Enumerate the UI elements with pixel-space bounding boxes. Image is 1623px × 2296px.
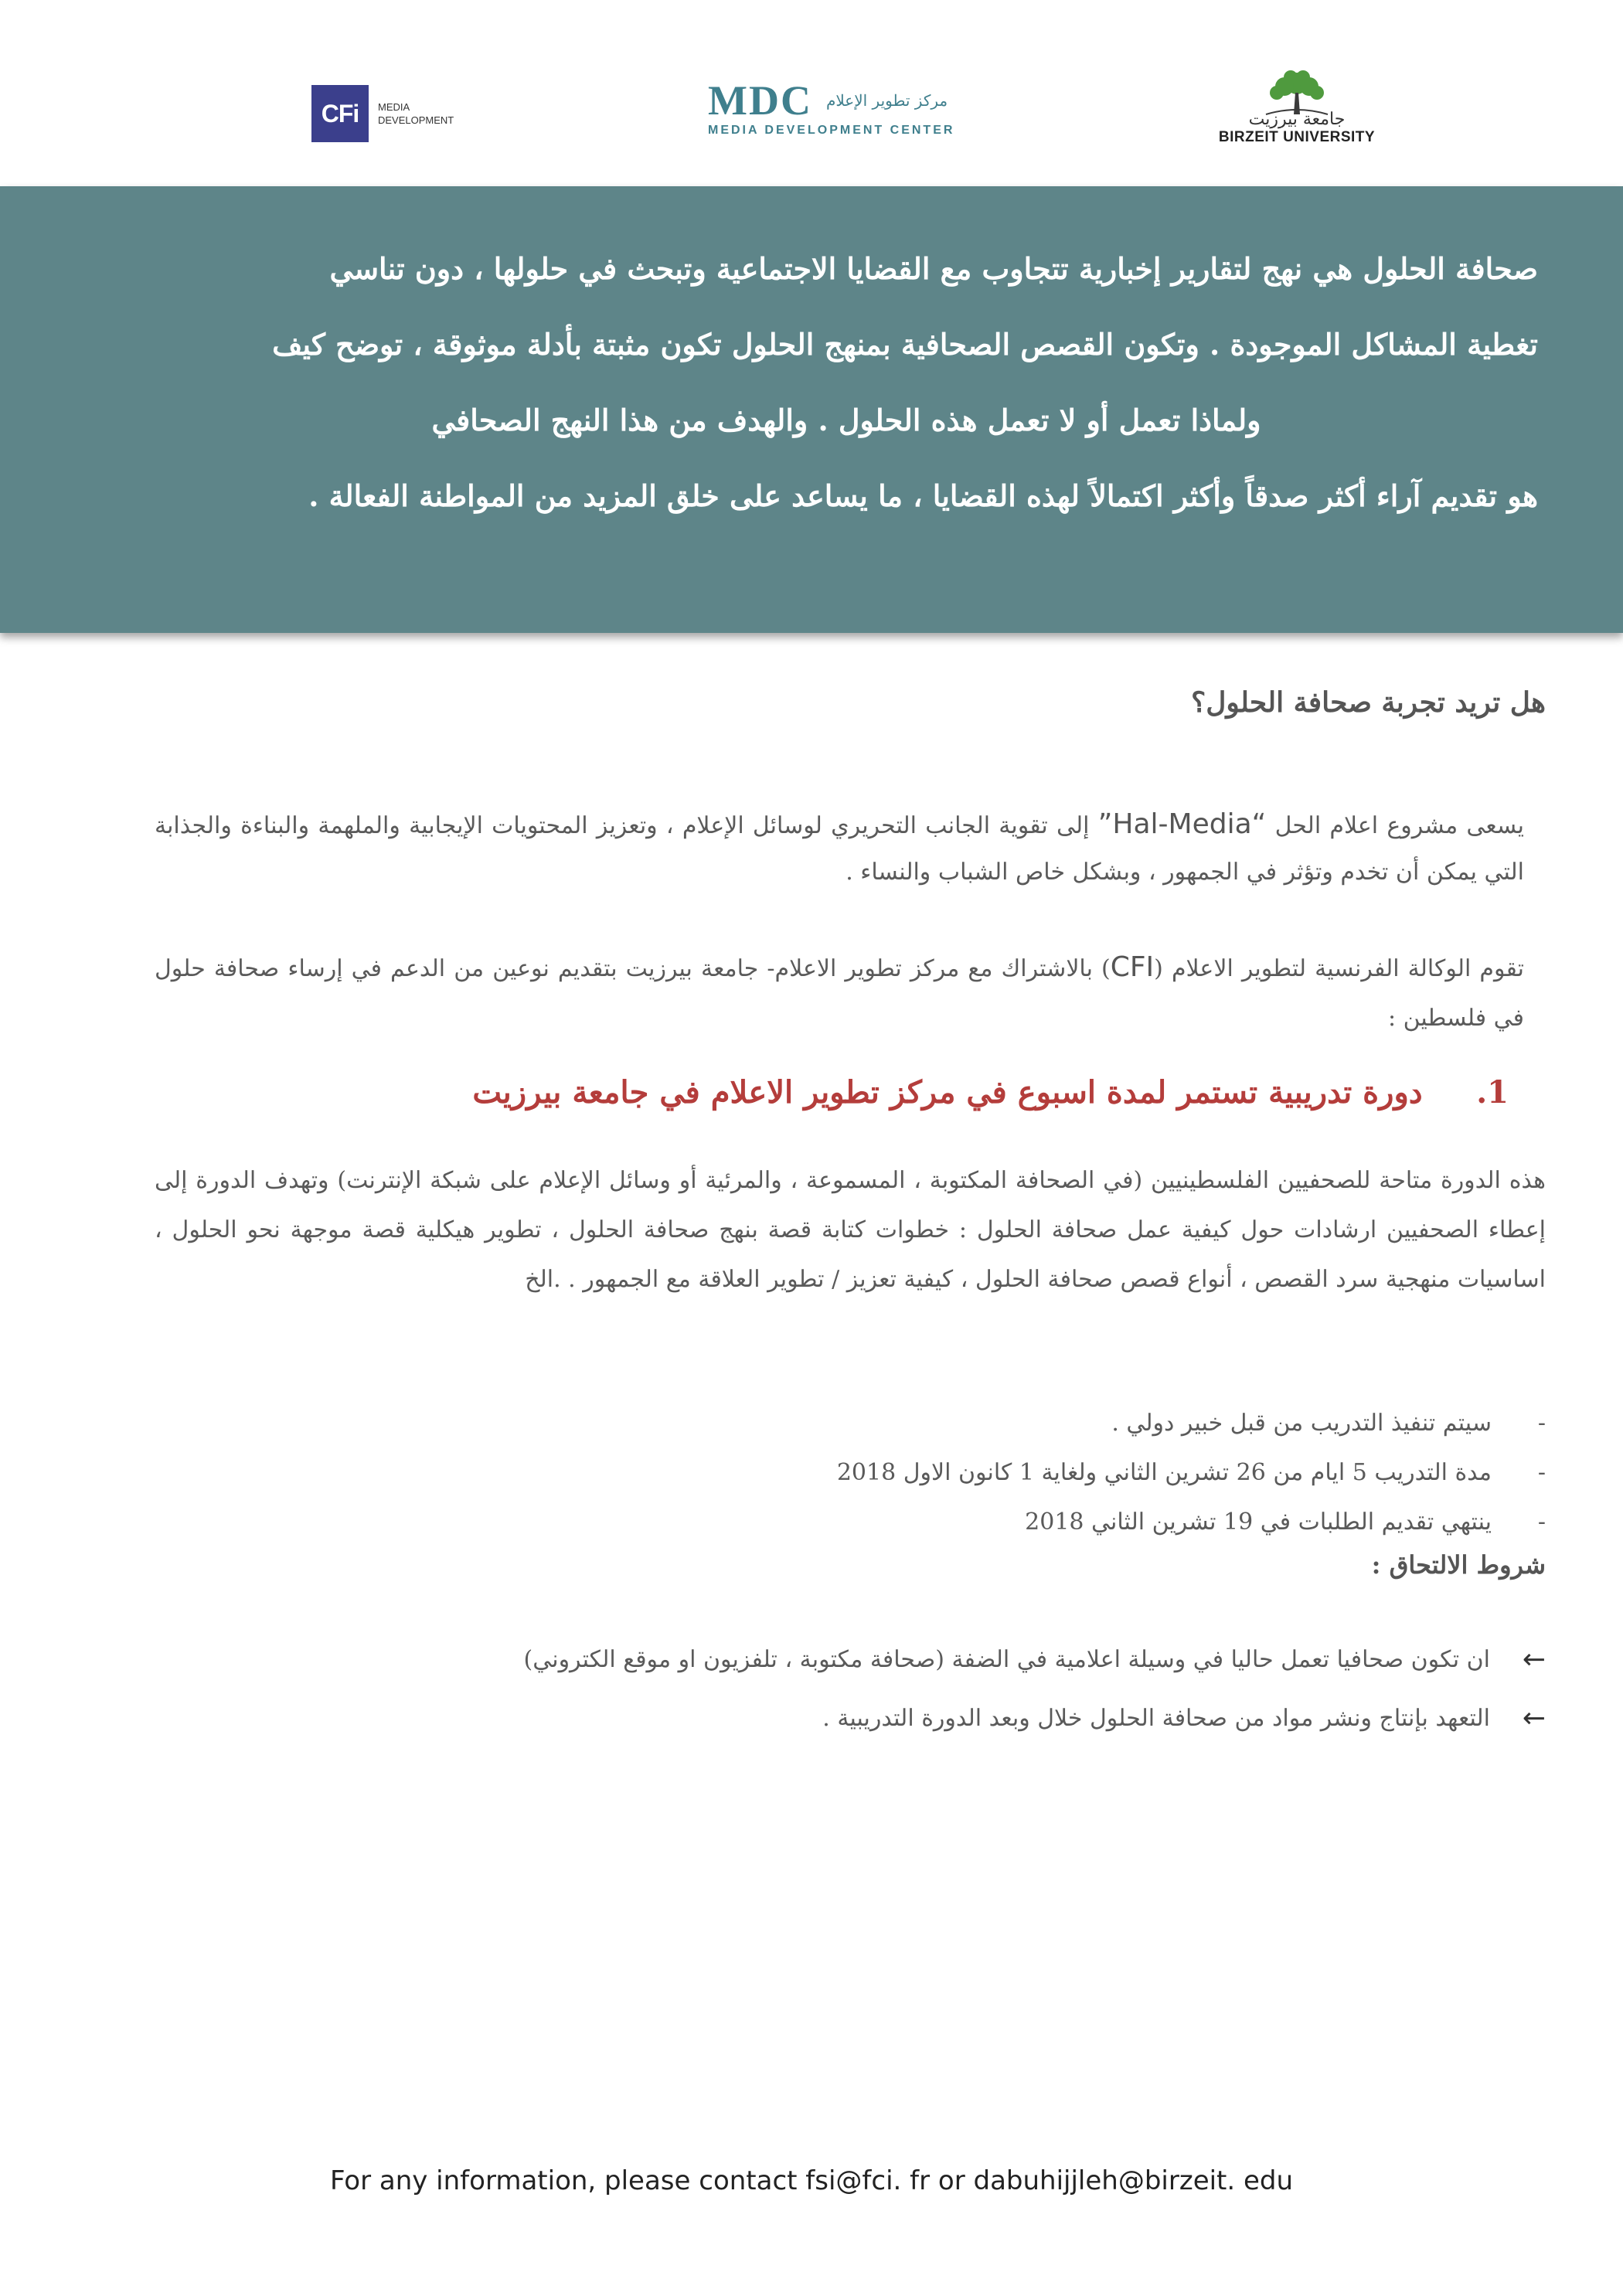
list-item <box>155 1689 1546 1748</box>
section-number: 1. <box>1476 1074 1509 1111</box>
support-paragraph-start: تقوم الوكالة الفرنسية لتطوير الاعلام ( <box>1154 955 1524 982</box>
project-paragraph <box>155 801 1546 896</box>
cfi-logo-mark: CFi <box>311 85 369 142</box>
cfi-logo-line2: DEVELOPMENT <box>378 114 454 126</box>
birzeit-logo-latin: BIRZEIT UNIVERSITY <box>1218 129 1376 145</box>
logo-bar <box>0 70 1623 155</box>
arrow-left-icon: ← <box>1522 1644 1546 1675</box>
contact-footer: For any information, please contact fsi@fci. fr or dabuhijjleh@birzeit. edu <box>329 2165 1294 2196</box>
list-item: - سيتم تنفيذ التدريب من قبل خبير دولي . <box>155 1399 1546 1448</box>
course-description: هذه الدورة متاحة للصحفيين الفلسطينيين (في الصحافة المكتوبة ، المسموعة ، والمرئية أو وسائل الإعلام على شبكة الإنترنت) وتهدف الدورة إلى إعطاء الصحفيين ارشادات حول كيفية عمل صحافة الحلول : خطوات كتابة قصة بنهج صحافة الحلول ، تطوير هيكلية قصة موجهة نحو الحلول ، اساسيات منهجية سرد القصص ، أنواع قصص صحافة الحلول ، كيفية تعزيز / تطوير العلاقة مع الجمهور . .الخ <box>155 1167 1546 1293</box>
tree-icon <box>1250 70 1343 116</box>
intro-line-4: هو تقديم آراء أكثر صدقاً وأكثر اكتمالاً لهذه القضايا ، ما يساعد على خلق المزيد من المواطنة الفعالة . <box>308 478 1538 513</box>
section-title <box>155 1074 1546 1111</box>
conditions-title: شروط الالتحاق : <box>1371 1550 1546 1580</box>
section-title-text: دورة تدريبية تستمر لمدة اسبوع في مركز تطوير الاعلام في جامعة بيرزيت <box>472 1074 1423 1111</box>
page-heading: هل تريد تجربة صحافة الحلول؟ <box>1191 686 1546 719</box>
list-item: - مدة التدريب 5 ايام من 26 تشرين الثاني ولغاية 1 كانون الاول 2018 <box>155 1448 1546 1498</box>
intro-text <box>155 231 1538 534</box>
mdc-logo <box>708 79 954 138</box>
intro-line-2: تغطية المشاكل الموجودة . وتكون القصص الصحافية بمنهج الحلول تكون مثبتة بأدلة موثوقة ، توضح كيف <box>272 327 1538 362</box>
mdc-logo-subtitle: MEDIA DEVELOPMENT CENTER <box>708 124 955 137</box>
project-name: “Hal-Media” <box>1097 808 1267 840</box>
cfi-acronym: CFI <box>1110 951 1155 983</box>
intro-banner <box>0 186 1623 633</box>
arrow-left-icon: ← <box>1522 1702 1546 1734</box>
cfi-logo-line1: MEDIA <box>378 101 410 113</box>
project-paragraph-end: إلى تقوية الجانب التحريري لوسائل الإعلام ، وتعزيز المحتويات الإيجابية والملهمة والبناءة والجذابة التي يمكن أن تخدم وتؤثر في الجمهور ، وبشكل خاص الشباب والنساء . <box>155 812 1524 886</box>
mdc-logo-latin: MDC <box>708 77 812 124</box>
intro-line-1: صحافة الحلول هي نهج لتقارير إخبارية تتجاوب مع القضايا الاجتماعية وتبحث في حلولها ، دون تناسي <box>329 251 1538 286</box>
project-paragraph-start: يسعى مشروع اعلام الحل <box>1274 812 1524 839</box>
birzeit-logo <box>1212 70 1382 146</box>
support-paragraph-end: ) بالاشتراك مع مركز تطوير الاعلام- جامعة بيرزيت بتقديم نوعين من الدعم في إرساء صحافة حلول في فلسطين : <box>155 955 1524 1032</box>
conditions-list <box>155 1631 1567 1748</box>
support-paragraph <box>155 943 1546 1043</box>
list-item: - ينتهي تقديم الطلبات في 19 تشرين الثاني 2018 <box>155 1498 1546 1547</box>
cfi-logo <box>311 85 454 142</box>
list-item <box>155 1631 1546 1689</box>
mdc-logo-arabic: مركز تطوير الإعلام <box>825 91 948 110</box>
birzeit-logo-arabic: جامعة بيرزيت <box>1248 110 1346 129</box>
course-details-list <box>155 1399 1595 1547</box>
condition-text: التعهد بإنتاج ونشر مواد من صحافة الحلول خلال وبعد الدورة التدريبية . <box>822 1705 1490 1732</box>
condition-text: ان تكون صحافيا تعمل حاليا في وسيلة اعلامية في الضفة (صحافة مكتوبة ، تلفزيون او موقع الكتروني) <box>523 1646 1490 1673</box>
intro-line-3: ولماذا تعمل أو لا تعمل هذه الحلول . والهدف من هذا النهج الصحافي <box>431 403 1261 437</box>
